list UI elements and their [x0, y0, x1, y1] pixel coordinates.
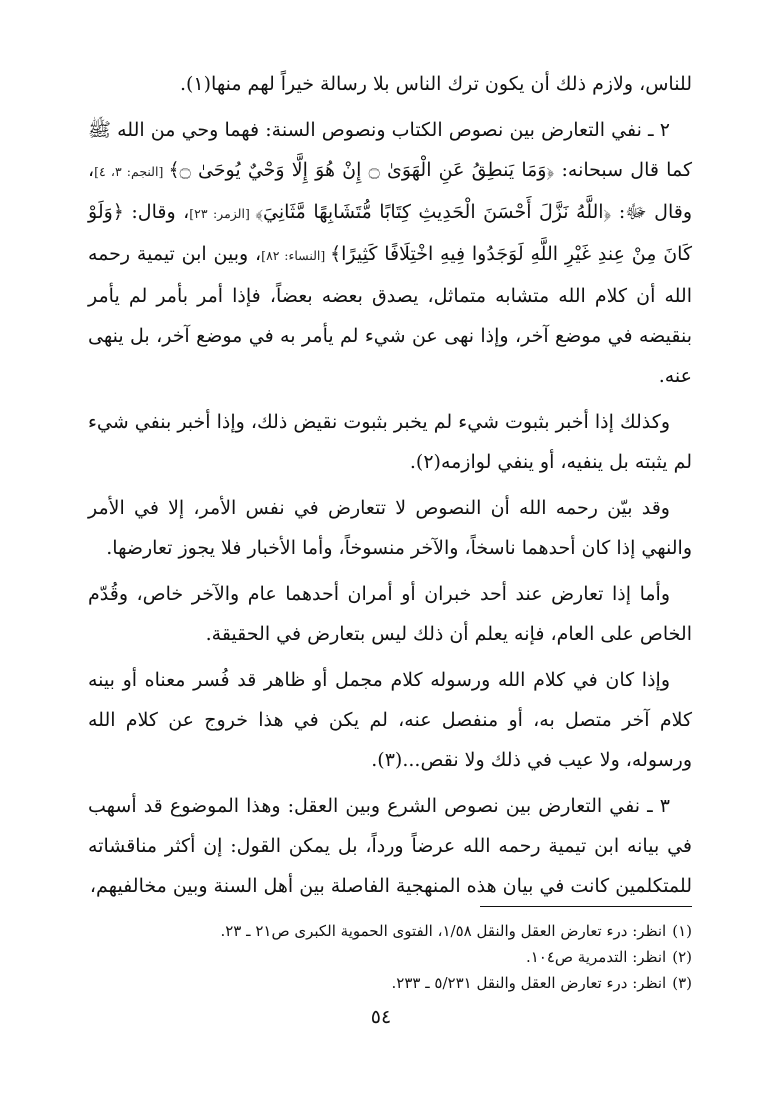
paragraph-7: ٣ ـ نفي التعارض بين نصوص الشرع وبين العقل: وهذا الموضوع قد أسهب في بيانه ابن تيمية رحمه الله عرضاً ورداً، بل يمكن القول: إن أكثر مناقشاته للمتكلمين كانت في بيان هذه المنهجية الفاصلة بين أهل السنة وبين مخالفيهم،	[88, 795, 692, 897]
footnote-2	[88, 944, 692, 970]
footnote-number: (١)	[672, 922, 692, 940]
footnote-3	[88, 970, 692, 996]
footnote-number: (٢)	[672, 948, 692, 966]
footnote-text: انظر: التدمرية ص١٠٤.	[525, 948, 667, 966]
paragraph-6: وإذا كان في كلام الله ورسوله كلام مجمل أو ظاهر قد فُسر معناه أو بينه كلام آخر متصل به، أو منفصل عنه، لم يكن في هذا خروج عن كلام الله ورسوله، ولا عيب في ذلك ولا نقص...(٣).	[88, 669, 692, 771]
paragraph-5: وأما إذا تعارض عند أحد خبران أو أمران أحدهما عام والآخر خاص، وقُدّم الخاص على العام، فإنه يعلم أن ذلك ليس بتعارض في الحقيقة.	[88, 583, 692, 645]
verse-reference-1: [النجم: ٣، ٤]	[94, 164, 169, 179]
quran-verse-1: ﴿وَمَا يَنطِقُ عَنِ الْهَوَىٰ ۝ إِنْ هُوَ إِلَّا وَحْيٌ يُوحَىٰ ۝﴾	[168, 159, 555, 181]
footnote-number: (٣)	[672, 974, 692, 992]
verse-reference-2: [الزمر: ٢٣]	[189, 206, 256, 221]
quran-verse-3: ﴿وَلَوْ كَانَ مِنْ عِندِ غَيْرِ اللَّهِ لَوَجَدُوا فِيهِ اخْتِلَافًا كَثِيرًا﴾	[88, 201, 692, 265]
page-number: ٥٤	[370, 1006, 392, 1028]
paragraph-2-intro: ٢ ـ نفي التعارض بين نصوص الكتاب ونصوص السنة: فهما وحي من الله ﷺ كما قال سبحانه:	[88, 119, 692, 181]
quran-verse-2: ﴿اللَّهُ نَزَّلَ أَحْسَنَ الْحَدِيثِ كِتَابًا مُّتَشَابِهًا مَّثَانِيَ﴾	[255, 201, 612, 223]
paragraph-2-rest: ، وبين ابن تيمية رحمه الله أن كلام الله متشابه متماثل، يصدق بعضه بعضاً، فإذا أمر بأمر لم يأمر بنقيضه في موضع آخر، وإذا نهى عن شيء لم يأمر به في موضع آخر، بل ينهى عنه.	[88, 243, 692, 387]
page-body	[88, 64, 692, 912]
footnotes	[88, 918, 692, 996]
paragraph-1: للناس، ولازم ذلك أن يكون ترك الناس بلا رسالة خيراً لهم منها(١).	[179, 73, 692, 95]
paragraph-2-mid-1: ، وقال ﷻ:	[88, 159, 692, 223]
paragraph-2-mid-2: ، وقال:	[123, 201, 190, 223]
verse-reference-3: [النساء: ٨٢]	[261, 248, 331, 263]
footnote-text: انظر: درء تعارض العقل والنقل ٥/٢٣١ ـ ٢٣٣.	[391, 974, 667, 992]
footnote-text: انظر: درء تعارض العقل والنقل ١/٥٨، الفتوى الحموية الكبرى ص٢١ ـ ٢٣.	[220, 922, 667, 940]
paragraph-4: وقد بيّن رحمه الله أن النصوص لا تتعارض في نفس الأمر، إلا في الأمر والنهي إذا كان أحدهما ناسخاً، والآخر منسوخاً، وأما الأخبار فلا يجوز تعارضها.	[88, 497, 692, 559]
footnote-divider	[480, 906, 692, 907]
paragraph-2	[88, 110, 692, 396]
footnote-1	[88, 918, 692, 944]
paragraph-3: وكذلك إذا أخبر بثبوت شيء لم يخبر بثبوت نقيض ذلك، وإذا أخبر بنفي شيء لم يثبته بل ينفيه، أو ينفي لوازمه(٢).	[88, 411, 692, 473]
